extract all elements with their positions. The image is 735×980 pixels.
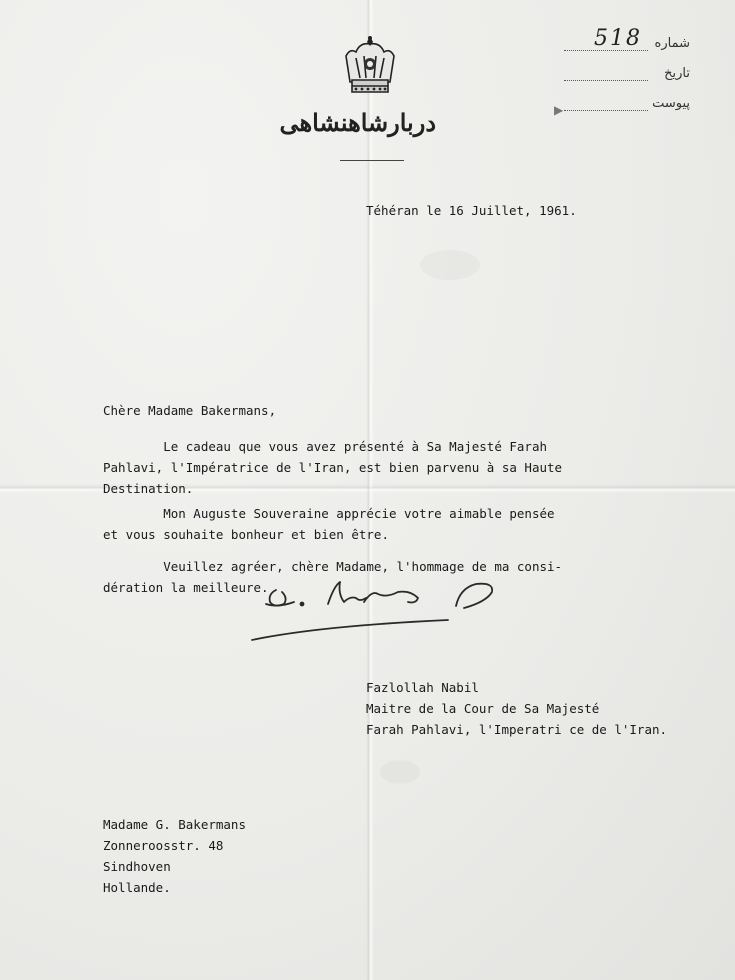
paragraph-appreciation: Mon Auguste Souveraine apprécie votre aimable pensée et vous souhaite bonheur et bien être. — [103, 506, 555, 542]
signatory-name: Fazlollah Nabil — [366, 680, 479, 695]
recipient-name: Madame G. Bakermans — [103, 817, 246, 832]
reference-date-line — [564, 80, 648, 81]
reference-number-value: 518 — [594, 26, 642, 51]
letter-date: Téhéran le 16 Juillet, 1961. — [366, 203, 577, 218]
paper-stain — [380, 760, 420, 784]
reference-number-label: شماره — [654, 36, 690, 51]
recipient-city: Sindhoven — [103, 859, 171, 874]
reference-date-row — [560, 62, 700, 92]
reference-attachment-line — [564, 110, 648, 111]
handwritten-signature — [248, 568, 508, 648]
recipient-country: Hollande. — [103, 880, 171, 895]
imperial-crown-emblem — [336, 34, 404, 102]
paragraph-closing: Veuillez agréer, chère Madame, l'hommage de ma consi- dération la meilleure. — [103, 559, 563, 595]
signatory-title-line-2: Farah Pahlavi, l'Imperatri ce de l'Iran. — [366, 722, 668, 737]
reference-number-row — [560, 26, 700, 62]
reference-attachment-label: پیوست — [652, 96, 690, 111]
arrow-icon: ▶ — [554, 103, 564, 117]
reference-attachment-row — [554, 92, 700, 122]
recipient-street: Zonneroosstr. 48 — [103, 838, 224, 853]
paragraph-gift-received: Le cadeau que vous avez présenté à Sa Majesté Farah Pahlavi, l'Impératrice de l'Iran, est bien parvenu à sa Haute Destination. — [103, 439, 563, 496]
salutation: Chère Madame Bakermans, — [103, 403, 277, 418]
reference-block — [554, 26, 700, 122]
signatory-title-line-1: Maitre de la Cour de Sa Majesté — [366, 701, 600, 716]
reference-date-label: تاریخ — [664, 66, 690, 81]
paper-stain — [420, 250, 480, 280]
signatory-block — [366, 677, 667, 740]
recipient-address — [103, 814, 246, 898]
letterhead-rule — [340, 160, 404, 161]
court-name-persian: دربارشاهنشاهی — [279, 108, 436, 137]
